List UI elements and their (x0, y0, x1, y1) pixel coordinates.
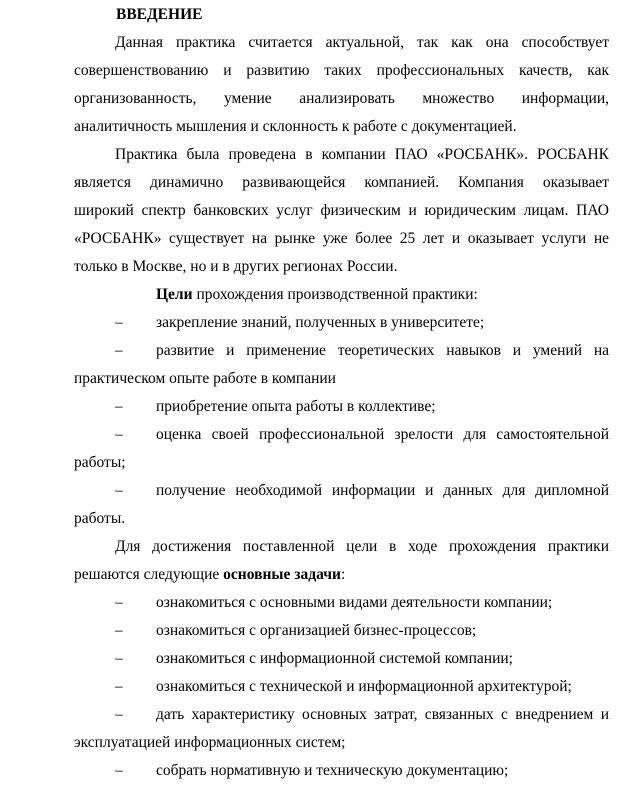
goals-title (74, 281, 609, 309)
paragraph-line: широкий спектр банковских услуг физическим и юридическим лицам. ПАО (74, 202, 609, 219)
tasks-bold: основные задачи (223, 566, 341, 583)
tasks-intro: Для достижения поставленной цели в ходе прохождения практики (115, 538, 609, 555)
paragraph-intro (74, 29, 609, 141)
document-body (74, 29, 609, 785)
list-item-continuation: эксплуатацией информационных систем; (74, 734, 346, 751)
paragraph-line: совершенствованию и развитию таких профессиональных качеств, как (74, 62, 609, 79)
list-item-continuation: работы; (74, 454, 126, 471)
paragraph-company (74, 141, 609, 281)
list-item: – ознакомиться с технической и информационной архитектурой; (74, 673, 609, 701)
page-title: ВВЕДЕНИЕ (116, 6, 203, 23)
paragraph-line: «РОСБАНК» существует на рынке уже более 25 лет и оказывает услуги не (74, 230, 609, 247)
goals-list (74, 309, 609, 533)
list-item: – дать характеристику основных затрат, связанных с внедрением и (74, 701, 609, 729)
dash-bullet: – (115, 678, 123, 695)
list-item: – собрать нормативную и техническую документацию; (74, 757, 609, 785)
list-item: – получение необходимой информации и данных для дипломной (74, 477, 609, 505)
dash-bullet: – (115, 482, 123, 499)
dash-bullet: – (115, 314, 123, 331)
list-item: – оценка своей профессиональной зрелости для самостоятельной (74, 421, 609, 449)
paragraph-line: только в Москве, но и в других регионах России. (74, 258, 398, 275)
paragraph-line: является динамично развивающейся компанией. Компания оказывает (74, 174, 609, 191)
dash-bullet: – (115, 426, 123, 443)
dash-bullet: – (115, 398, 123, 415)
list-item: – развитие и применение теоретических навыков и умений на (74, 337, 609, 365)
dash-bullet: – (115, 594, 123, 611)
dash-bullet: – (115, 342, 123, 359)
dash-bullet: – (115, 622, 123, 639)
list-item: – ознакомиться с информационной системой компании; (74, 645, 609, 673)
list-item: – закрепление знаний, полученных в университете; (74, 309, 609, 337)
list-item-continuation: практическом опыте работе в компании (74, 370, 336, 387)
tasks-list (74, 589, 609, 785)
dash-bullet: – (115, 706, 123, 723)
list-item: – ознакомиться с организацией бизнес-процессов; (74, 617, 609, 645)
goals-title-rest: прохождения производственной практики: (192, 286, 478, 303)
list-item: – приобретение опыта работы в коллективе; (74, 393, 609, 421)
dash-bullet: – (115, 762, 123, 779)
paragraph-line: Данная практика считается актуальной, так как она способствует (115, 34, 609, 51)
paragraph-line: Практика была проведена в компании ПАО «РОСБАНК». РОСБАНК (115, 146, 609, 163)
dash-bullet: – (115, 650, 123, 667)
list-item-continuation: работы. (74, 510, 126, 527)
paragraph-line: организованность, умение анализировать множество информации, (74, 90, 609, 107)
list-item: – ознакомиться с основными видами деятельности компании; (74, 589, 609, 617)
goals-title-bold: Цели (156, 286, 193, 303)
tasks-intro-line: решаются следующие основные задачи: (74, 566, 346, 583)
paragraph-line: аналитичность мышления и склонность к работе с документацией. (74, 118, 517, 135)
